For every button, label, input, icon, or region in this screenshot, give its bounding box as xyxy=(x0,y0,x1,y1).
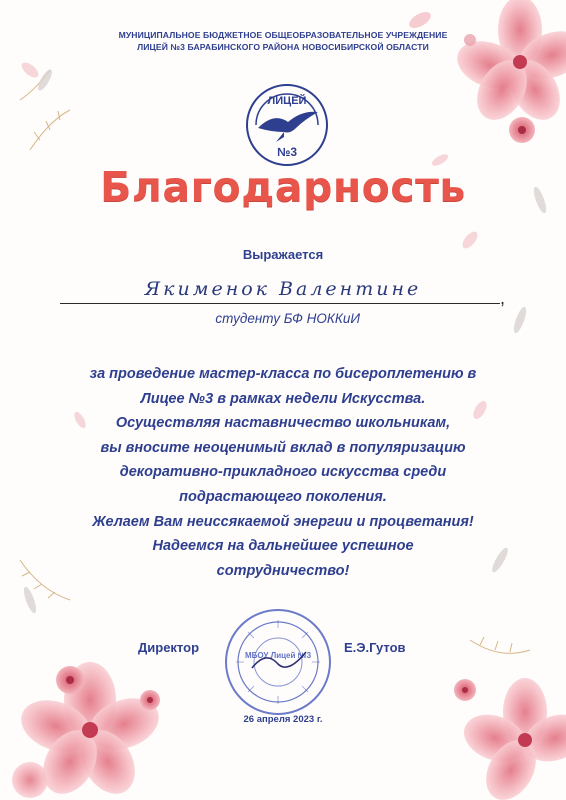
body-line: Осуществляя наставничество школьникам, xyxy=(115,415,451,432)
body-line: Надеемся на дальнейшее успешное xyxy=(152,538,414,555)
body-line: Лицее №3 в рамках недели Искусства. xyxy=(140,390,426,407)
logo-text-bottom: №3 xyxy=(276,145,298,159)
expresses-label: Выражается xyxy=(242,247,324,262)
signatory-name: Е.Э.Гутов xyxy=(344,640,406,655)
certificate-body xyxy=(40,362,526,583)
logo-text-top: ЛИЦЕЙ xyxy=(267,95,307,107)
header-line-2: ЛИЦЕЙ №3 БАРАБИНСКОГО РАЙОНА НОВОСИБИРСКОЙ ОБЛАСТИ xyxy=(137,41,429,52)
lyceum-logo xyxy=(244,82,330,168)
name-comma: , xyxy=(500,288,506,308)
body-line: сотрудничество! xyxy=(216,562,350,579)
institution-header xyxy=(0,30,566,53)
body-line: Желаем Вам неиссякаемой энергии и процветания! xyxy=(92,513,474,530)
body-line: декоративно-прикладного искусства среди xyxy=(119,464,447,481)
stamp-text: МБОУ Лицей №3 xyxy=(244,651,312,660)
body-line: подрастающего поколения. xyxy=(179,488,387,505)
flower-top-right-icon xyxy=(451,0,566,129)
issue-date: 26 апреля 2023 г. xyxy=(243,714,323,725)
signatory-role: Директор xyxy=(138,640,200,655)
header-line-1: МУНИЦИПАЛЬНОЕ БЮДЖЕТНОЕ ОБЩЕОБРАЗОВАТЕЛЬНОЕ УЧРЕЖДЕНИЕ xyxy=(118,30,448,40)
name-underline xyxy=(60,303,500,304)
body-line: вы вносите неоценимый вклад в популяризацию xyxy=(100,439,466,456)
body-line: за проведение мастер-класса по бисероплетению в xyxy=(89,366,477,382)
page-title: Благодарность xyxy=(100,163,466,211)
round-stamp-icon xyxy=(222,606,334,718)
swallow-icon xyxy=(258,112,318,142)
recipient-role: студенту БФ НОККиИ xyxy=(215,311,360,326)
recipient-name: Якименок Валентине xyxy=(144,278,422,300)
